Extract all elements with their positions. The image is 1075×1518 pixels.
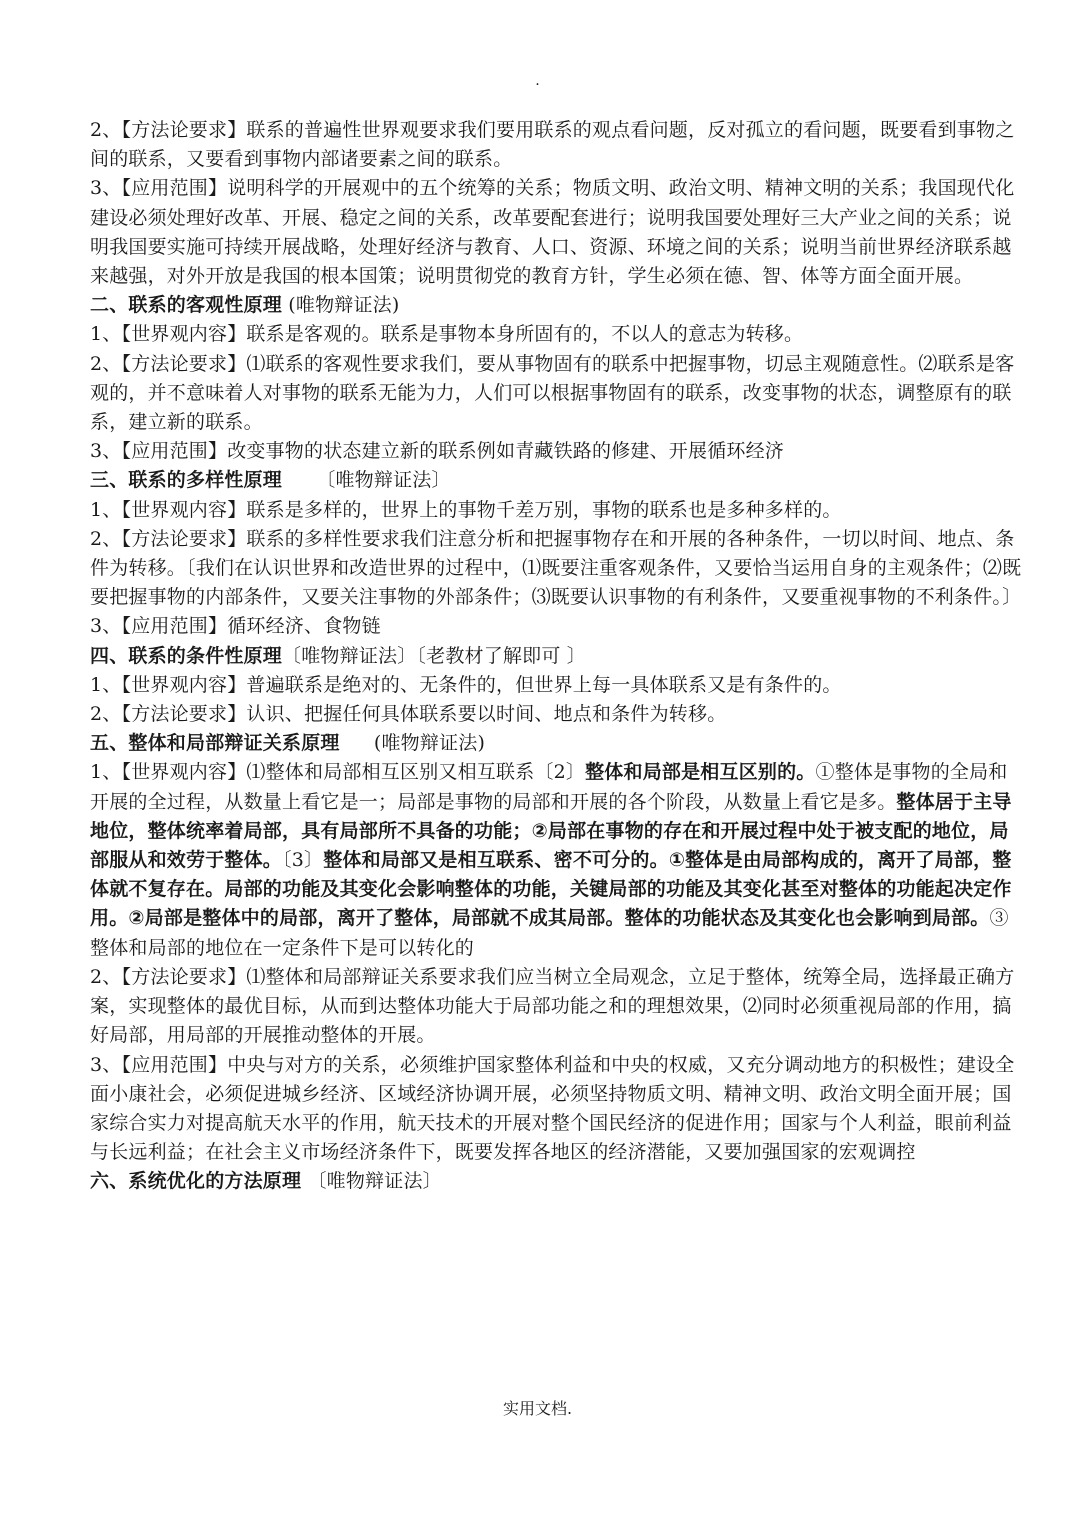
paragraph: 1、【世界观内容】联系是客观的。联系是事物本身所固有的，不以人的意志为转移。 bbox=[90, 323, 804, 346]
paragraph: 2、【方法论要求】认识、把握任何具体联系要以时间、地点和条件为转移。 bbox=[90, 703, 727, 726]
heading-note: (唯物辩证法) bbox=[373, 732, 486, 755]
paragraph: 3、【应用范围】循环经济、食物链 bbox=[90, 615, 381, 638]
paragraph: 3、【应用范围】中央与对方的关系，必须维护国家整体利益和中央的权威，又充分调动地方的积极性；建设全面小康社会，必须促进城乡经济、区域经济协调开展，必须坚持物质文明、精神文明、政治文明全面开展；国家综合实力对提高航天水平的作用，航天技术的开展对整个国民经济的促进作用；国家与个人利益，眼前利益与长远利益；在社会主义市场经济条件下，既要发挥各地区的经济潜能，又要加强国家的宏观调控 bbox=[90, 1053, 1015, 1164]
heading-note: 〔唯物辩证法〕 bbox=[316, 469, 451, 492]
paragraph: 2、【方法论要求】联系的多样性要求我们注意分析和把握事物存在和开展的各种条件，一切以时间、地点、条件为转移。〔我们在认识世界和改造世界的过程中，⑴既要注重客观条件，又要恰当运用自身的主观条件；⑵既要把握事物的内部条件，又要关注事物的外部条件；⑶既要认识事物的有利条件，又要重视事物的不利条件。〕 bbox=[90, 527, 1022, 609]
paragraph: 3、【应用范围】改变事物的状态建立新的联系例如青藏铁路的修建、开展循环经济 bbox=[90, 440, 784, 463]
heading-title: 五、整体和局部辩证关系原理 bbox=[90, 732, 340, 755]
bold-text-run: 整体居于主导地位，整体统率着局部，具有局部所不具备的功能；②局部在事物的存在和开展过程中处于被支配的地位，局部服从和效劳于整体。 bbox=[90, 790, 1012, 872]
paragraph: 3、【应用范围】说明科学的开展观中的五个统筹的关系；物质文明、政治文明、精神文明的关系；我国现代化建设必须处理好改革、开展、稳定之间的关系，改革要配套进行；说明我国要处理好三大产业之间的关系；说明我国要实施可持续开展战略，处理好经济与教育、人口、资源、环境之间的关系；说明当前世界经济联系越来越强，对外开放是我国的根本国策；说明贯彻党的教育方针，学生必须在德、智、体等方面全面开展。 bbox=[90, 177, 1015, 288]
paragraph: 1、【世界观内容】联系是多样的，世界上的事物千差万别，事物的联系也是多种多样的。 bbox=[90, 498, 842, 521]
heading-title: 四、联系的条件性原理 bbox=[90, 644, 283, 667]
bold-text-run: 整体和局部又是相互联系、密不可分的。①整体是由局部构成的，离开了局部，整体就不复存在。局部的功能及其变化会影响整体的功能，关键局部的功能及其变化甚至对整体的功能起决定作用。②局部是整体中的局部，离开了整体，局部就不成其局部。整体的功能状态及其变化也会影响到局部。 bbox=[90, 849, 1012, 930]
text-run: 1、【世界观内容】⑴整体和局部相互区别又相互联系〔2〕 bbox=[90, 761, 586, 784]
heading-note: 〔唯物辩证法〕〔老教材了解即可 〕 bbox=[282, 644, 586, 667]
section-heading bbox=[90, 466, 1024, 495]
paragraph bbox=[90, 758, 1024, 962]
bold-text-run: 整体和局部是相互区别的。 bbox=[585, 761, 816, 784]
section-heading bbox=[90, 291, 1024, 320]
heading-title: 六、系统优化的方法原理 bbox=[90, 1170, 302, 1193]
header-dot: . bbox=[535, 73, 540, 89]
text-run: ①整体是事物的全局和开展的全过程，从数量上看它是一；局部是事物的局部和开展的各个阶段，从数量上看它是多。 bbox=[90, 761, 1008, 813]
paragraph: 2、【方法论要求】联系的普遍性世界观要求我们要用联系的观点看问题，反对孤立的看问题，既要看到事物之间的联系，又要看到事物内部诸要素之间的联系。 bbox=[90, 119, 1015, 171]
paragraph: 2、【方法论要求】⑴联系的客观性要求我们，要从事物固有的联系中把握事物，切忌主观随意性。⑵联系是客观的，并不意味着人对事物的联系无能为力，人们可以根据事物固有的联系，改变事物的状态，调整原有的联系，建立新的联系。 bbox=[90, 352, 1015, 434]
text-run: 〔3〕 bbox=[282, 849, 324, 872]
heading-title: 三、联系的多样性原理 bbox=[90, 469, 283, 492]
paragraph: 1、【世界观内容】普遍联系是绝对的、无条件的，但世界上每一具体联系又是有条件的。 bbox=[90, 673, 842, 696]
footer-text: 实用文档. bbox=[502, 1399, 573, 1418]
heading-title: 二、联系的客观性原理 bbox=[90, 294, 283, 317]
section-heading bbox=[90, 642, 1024, 671]
heading-note: 〔唯物辩证法〕 bbox=[307, 1170, 442, 1193]
section-heading bbox=[90, 729, 1024, 758]
section-heading bbox=[90, 1167, 1024, 1196]
document-body bbox=[90, 116, 1024, 1197]
heading-note: (唯物辩证法) bbox=[288, 294, 400, 317]
text-run: ③整体和局部的地位在一定条件下是可以转化的 bbox=[90, 907, 1009, 959]
paragraph: 2、【方法论要求】⑴整体和局部辩证关系要求我们应当树立全局观念，立足于整体，统筹全局，选择最正确方案，实现整体的最优目标，从而到达整体功能大于局部功能之和的理想效果，⑵同时必须重视局部的作用，搞好局部，用局部的开展推动整体的开展。 bbox=[90, 965, 1015, 1047]
